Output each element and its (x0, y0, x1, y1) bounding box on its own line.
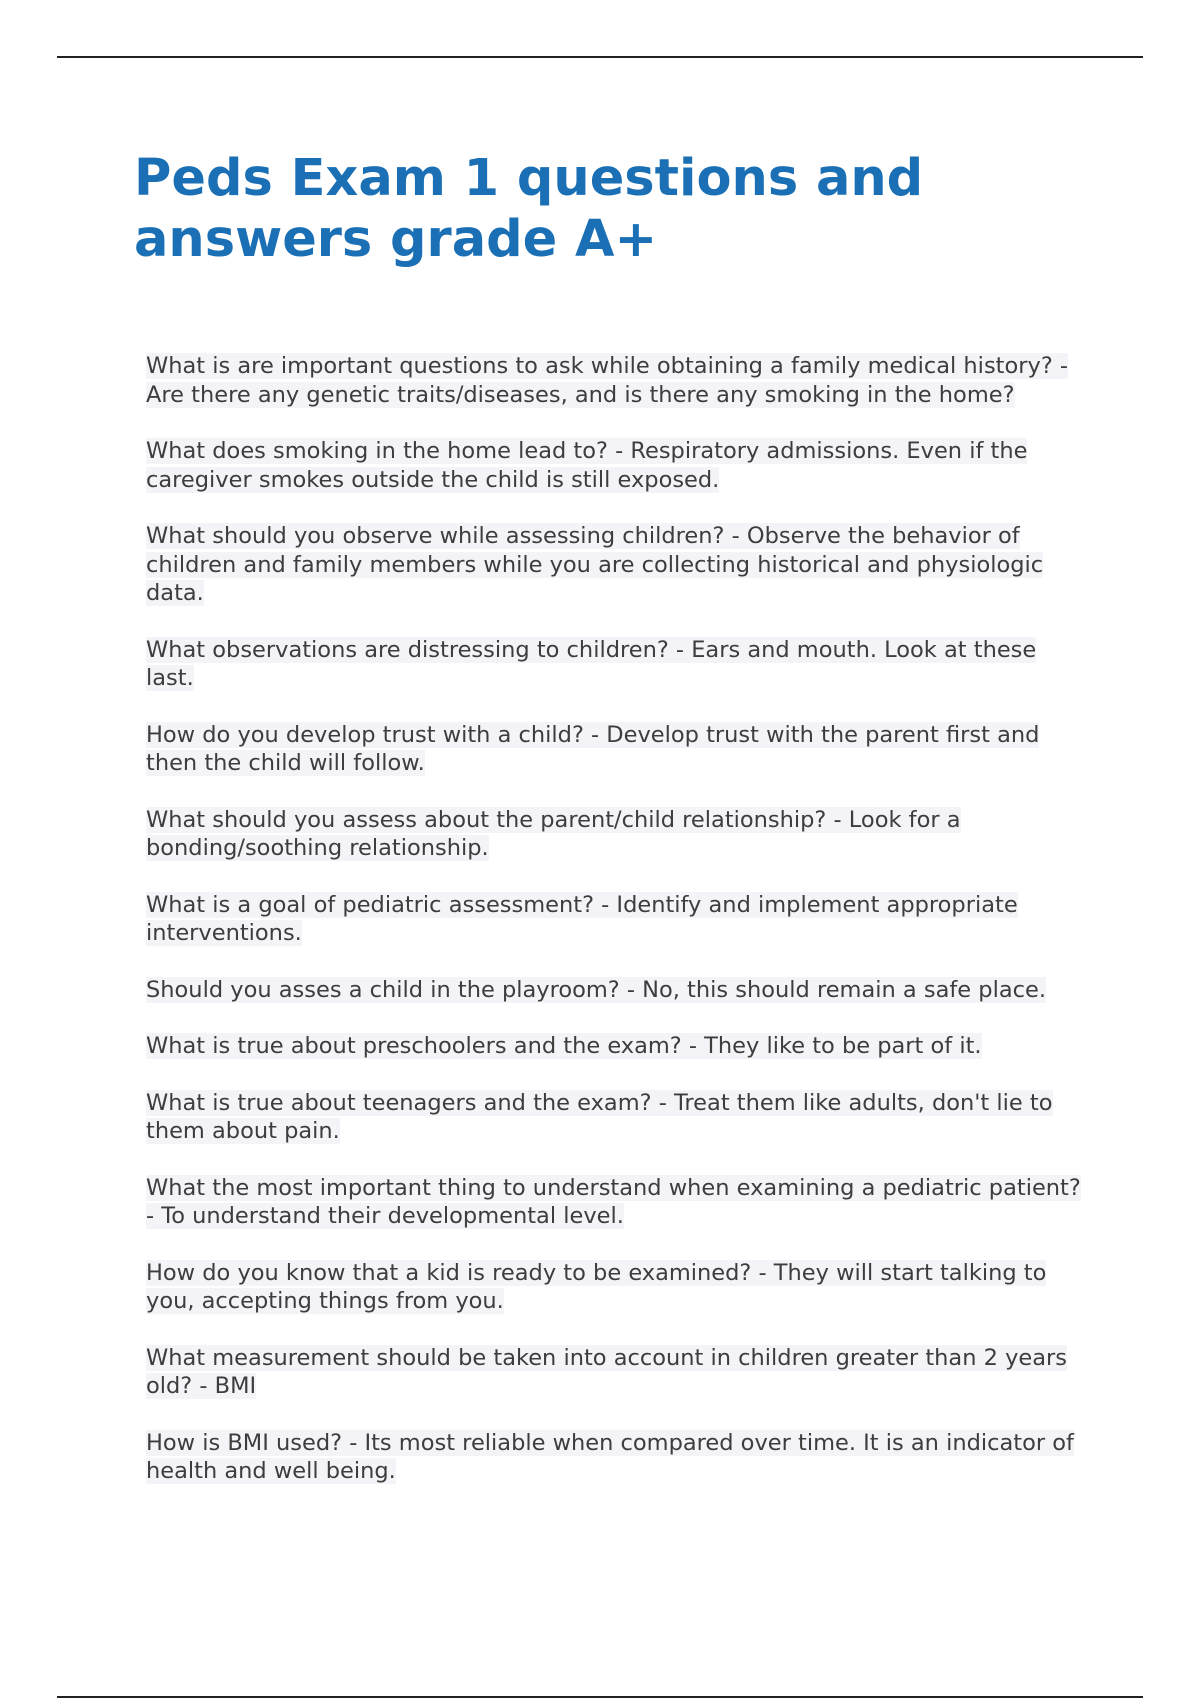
qa-item (146, 522, 1086, 608)
qa-text: What should you assess about the parent/child relationship? - Look for a bonding/soothing relationship. (146, 806, 961, 861)
qa-item (146, 437, 1086, 494)
qa-text: What does smoking in the home lead to? - Respiratory admissions. Even if the caregiver smokes outside the child is still exposed. (146, 438, 1028, 493)
qa-item (146, 891, 1086, 948)
qa-list (146, 352, 1086, 1514)
qa-text: What should you observe while assessing children? - Observe the behavior of children and family members while you are collecting historical and physiologic data. (146, 523, 1044, 606)
qa-item (146, 1174, 1086, 1231)
qa-text: What observations are distressing to children? - Ears and mouth. Look at these last. (146, 636, 1037, 691)
qa-item (146, 1429, 1086, 1486)
qa-text: What the most important thing to understand when examining a pediatric patient? - To understand their developmental level. (146, 1174, 1081, 1229)
qa-item (146, 976, 1086, 1005)
qa-text: What is a goal of pediatric assessment? - Identify and implement appropriate interventions. (146, 891, 1018, 946)
qa-text: How is BMI used? - Its most reliable when compared over time. It is an indicator of health and well being. (146, 1429, 1074, 1484)
qa-item (146, 1259, 1086, 1316)
qa-item (146, 352, 1086, 409)
qa-item (146, 721, 1086, 778)
qa-text: How do you know that a kid is ready to be examined? - They will start talking to you, accepting things from you. (146, 1259, 1047, 1314)
qa-text: What measurement should be taken into account in children greater than 2 years old? - BMI (146, 1344, 1067, 1399)
qa-text: What is are important questions to ask while obtaining a family medical history? - Are there any genetic traits/diseases, and is there any smoking in the home? (146, 353, 1069, 408)
document-title: Peds Exam 1 questions and answers grade A+ (134, 149, 924, 269)
qa-item (146, 1089, 1086, 1146)
bottom-rule (57, 1696, 1143, 1698)
top-rule (57, 56, 1143, 58)
qa-text: How do you develop trust with a child? - Develop trust with the parent first and then the child will follow. (146, 721, 1040, 776)
qa-item (146, 1032, 1086, 1061)
qa-item (146, 1344, 1086, 1401)
qa-item (146, 806, 1086, 863)
qa-text: Should you asses a child in the playroom? - No, this should remain a safe place. (146, 976, 1046, 1003)
qa-text: What is true about preschoolers and the exam? - They like to be part of it. (146, 1033, 982, 1059)
qa-text: What is true about teenagers and the exam? - Treat them like adults, don't lie to them about pain. (146, 1089, 1053, 1144)
qa-item (146, 636, 1086, 693)
